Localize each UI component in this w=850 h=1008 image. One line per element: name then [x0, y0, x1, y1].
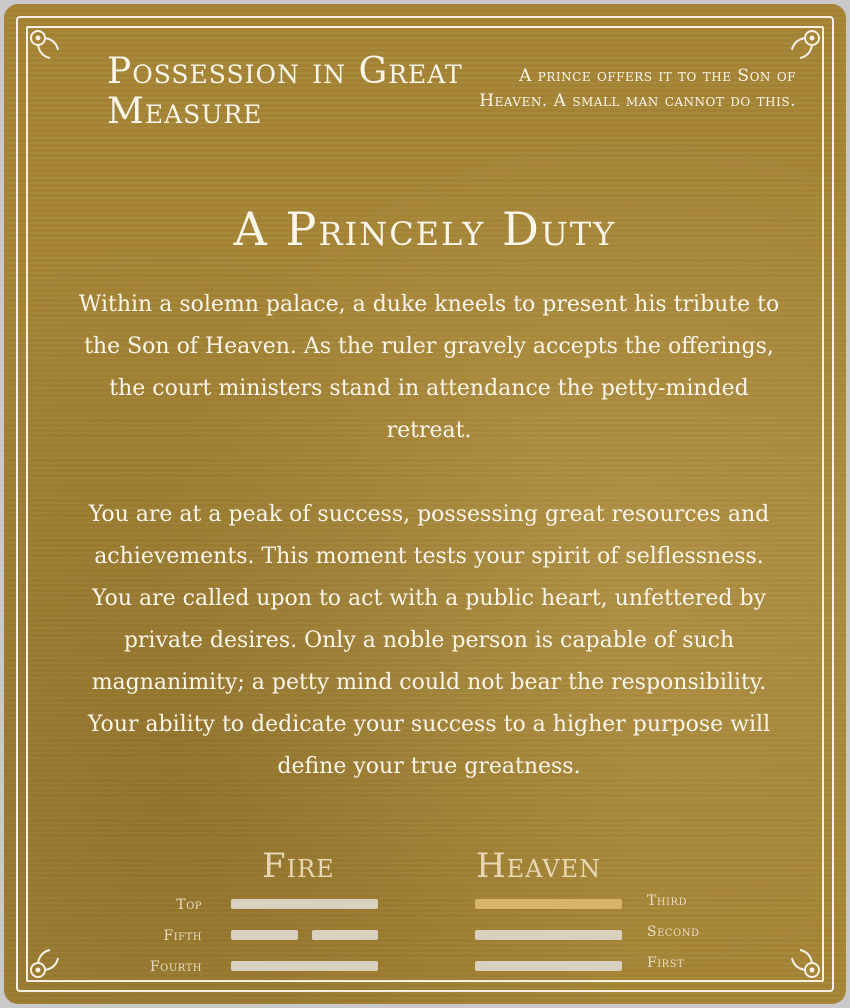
- line-label-fifth: Fifth: [163, 928, 202, 944]
- hexagram-name: Possession in Great Measure: [107, 51, 463, 132]
- card-title: A Princely Duty: [233, 202, 617, 256]
- lower-trigram-name: Heaven: [476, 846, 602, 886]
- line-label-top: Top: [176, 897, 202, 913]
- line-label-fourth: Fourth: [149, 959, 202, 975]
- hexagram-quote: A prince offers it to the Son of Heaven. A small man cannot do this.: [479, 66, 796, 111]
- line-label-third: Third: [647, 893, 688, 909]
- upper-trigram-name: Fire: [262, 846, 335, 886]
- line-second-solid: [475, 930, 622, 940]
- line-top-solid: [231, 899, 378, 909]
- line-first-solid: [475, 961, 622, 971]
- corner-ornament-bottom-right: [782, 940, 822, 980]
- line-third-solid-highlighted: [475, 899, 622, 909]
- line-fifth-broken-right: [312, 930, 378, 940]
- corner-ornament-top-left: [28, 28, 68, 68]
- corner-ornament-top-right: [782, 28, 822, 68]
- line-label-second: Second: [647, 924, 700, 940]
- line-fifth-broken-left: [231, 930, 298, 940]
- line-label-first: First: [647, 955, 685, 971]
- description-paragraph: Within a solemn palace, a duke kneels to present his tribute to the Son of Heaven. As the ruler gravely accepts the offerings, the court ministers stand in attendance the petty-minded retreat.: [78, 292, 780, 443]
- corner-ornament-bottom-left: [28, 940, 68, 980]
- interpretation-paragraph: You are at a peak of success, possessing great resources and achievements. This moment tests your spirit of selflessness. You are called upon to act with a public heart, unfettered by private desires. Only a noble person is capable of such magnanimity; a petty mind could not bear the responsibility. Your ability to dedicate your success to a higher purpose will define your true greatness.: [87, 502, 771, 779]
- hexagram-card: [4, 4, 846, 1004]
- line-fourth-solid: [231, 961, 378, 971]
